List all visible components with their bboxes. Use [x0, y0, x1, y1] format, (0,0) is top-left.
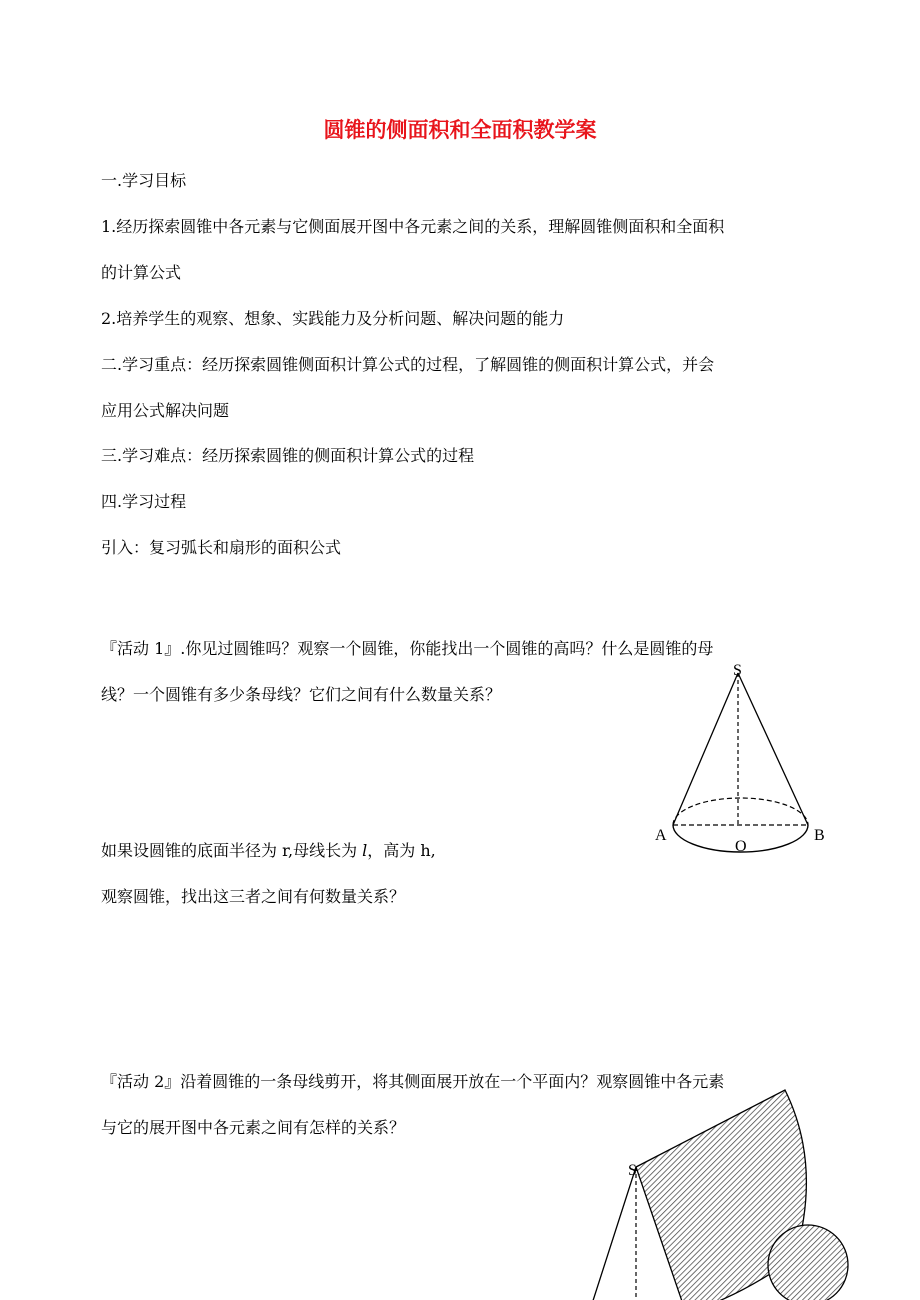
cone-figure [640, 655, 840, 865]
activity-1-line-1: 『活动 1』.你见过圆锥吗？观察一个圆锥，你能找出一个圆锥的高吗？什么是圆锥的母 [101, 639, 714, 658]
process-heading: 四.学习过程 [101, 492, 187, 511]
base-circle [768, 1225, 848, 1300]
unfolded-cone-figure [570, 1085, 870, 1300]
question-suffix: ，高为 h, [367, 841, 436, 860]
unfold-label-s: S [628, 1162, 637, 1179]
activity-1-line-2: 线？一个圆锥有多少条母线？它们之间有什么数量关系？ [101, 685, 502, 704]
objective-1-line-1: 1.经历探索圆锥中各元素与它侧面展开图中各元素之间的关系，理解圆锥侧面积和全面积 [101, 217, 725, 236]
difficulty: 三.学习难点：经历探索圆锥的侧面积计算公式的过程 [101, 446, 475, 465]
objectives-heading: 一.学习目标 [101, 171, 187, 190]
label-b: B [814, 827, 825, 844]
key-points-line-1: 二.学习重点：经历探索圆锥侧面积计算公式的过程，了解圆锥的侧面积计算公式，并会 [101, 355, 715, 374]
objective-2: 2.培养学生的观察、想象、实践能力及分析问题、解决问题的能力 [101, 309, 565, 328]
objective-1-line-2: 的计算公式 [101, 263, 182, 282]
activity-1-question-line-2: 观察圆锥，找出这三者之间有何数量关系？ [101, 887, 406, 906]
slant-height-variable: l [362, 841, 368, 860]
cone-edge-left [590, 1167, 636, 1300]
label-a: A [655, 827, 667, 844]
activity-2-line-1: 『活动 2』沿着圆锥的一条母线剪开，将其侧面展开放在一个平面内？观察圆锥中各元素 [101, 1072, 725, 1091]
label-o: O [735, 838, 747, 855]
page-title: 圆锥的侧面积和全面积教学案 [323, 118, 597, 142]
intro: 引入：复习弧长和扇形的面积公式 [101, 538, 342, 557]
activity-2-line-2: 与它的展开图中各元素之间有怎样的关系？ [101, 1118, 406, 1137]
label-s: S [733, 662, 742, 679]
cone-base-back [673, 798, 808, 825]
key-points-line-2: 应用公式解决问题 [101, 401, 230, 420]
cone-slant-right [738, 673, 808, 825]
question-prefix: 如果设圆锥的底面半径为 r,母线长为 [101, 841, 363, 860]
activity-1-question [101, 838, 436, 861]
